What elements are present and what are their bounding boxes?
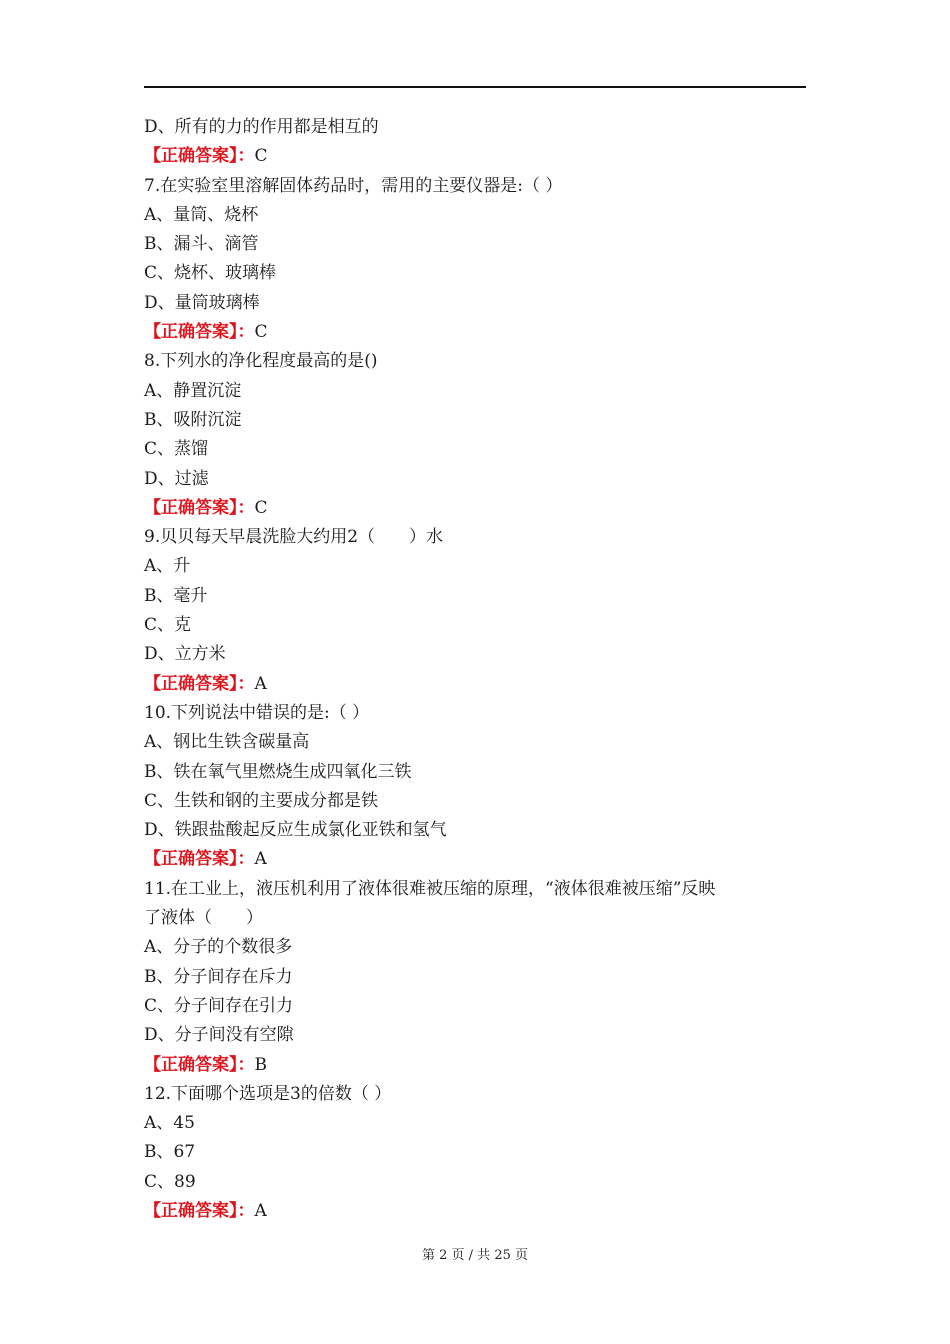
option-text: C、生铁和钢的主要成分都是铁 [144, 790, 379, 811]
answer-value: C [254, 497, 268, 518]
question-content [144, 113, 806, 1226]
option-text: B、67 [144, 1142, 196, 1163]
answer-value: A [254, 1200, 267, 1221]
answer-label: 【正确答案】： [144, 1200, 255, 1221]
option-text: D、量筒玻璃棒 [144, 292, 260, 313]
answer-line [144, 142, 806, 171]
question-text: 10.下列说法中错误的是:（ ） [144, 702, 370, 723]
answer-line [144, 670, 806, 699]
question-text-continued: 了液体（ ） [144, 908, 263, 929]
answer-line [144, 318, 806, 347]
option-text: B、铁在氧气里燃烧生成四氧化三铁 [144, 761, 412, 782]
option-text: A、分子的个数很多 [144, 937, 293, 958]
option-text: D、所有的力的作用都是相互的 [144, 117, 379, 137]
option-text: C、蒸馏 [144, 439, 209, 460]
question-text: 9.贝贝每天早晨洗脸大约用2（ ）水 [144, 527, 444, 548]
answer-label: 【正确答案】： [144, 849, 255, 870]
answer-line [144, 1197, 806, 1226]
answer-value: A [254, 849, 267, 870]
header-rule [144, 86, 806, 88]
option-text: C、烧杯、玻璃棒 [144, 263, 277, 284]
answer-label: 【正确答案】： [144, 673, 255, 694]
option-text: B、分子间存在斥力 [144, 966, 293, 987]
option-text: B、毫升 [144, 585, 208, 606]
option-text: A、钢比生铁含碳量高 [144, 732, 310, 753]
option-text: D、立方米 [144, 644, 226, 665]
answer-value: A [254, 673, 267, 694]
option-text: D、过滤 [144, 468, 209, 489]
option-text: C、克 [144, 615, 192, 636]
answer-label: 【正确答案】： [144, 322, 255, 343]
page-footer: 第 2 页 / 共 25 页 [422, 1248, 528, 1263]
option-text: D、分子间没有空隙 [144, 1025, 294, 1046]
option-text: C、89 [144, 1171, 196, 1192]
answer-label: 【正确答案】： [144, 497, 255, 518]
option-text: B、吸附沉淀 [144, 409, 242, 430]
answer-value: B [254, 1054, 267, 1075]
option-text: A、量筒、烧杯 [144, 204, 259, 225]
answer-value: C [254, 322, 268, 343]
answer-label: 【正确答案】： [144, 146, 255, 167]
answer-line [144, 845, 806, 874]
question-text: 8.下列水的净化程度最高的是() [144, 351, 378, 372]
answer-value: C [254, 146, 268, 167]
option-text: A、45 [144, 1113, 195, 1134]
option-text: A、静置沉淀 [144, 380, 242, 401]
question-text: 7.在实验室里溶解固体药品时，需用的主要仪器是:（ ） [144, 175, 563, 196]
option-text: C、分子间存在引力 [144, 995, 294, 1016]
option-text: A、升 [144, 556, 191, 577]
answer-line [144, 1051, 806, 1080]
question-text: 11.在工业上，液压机利用了液体很难被压缩的原理，“液体很难被压缩”反映 [144, 878, 716, 899]
option-text: B、漏斗、滴管 [144, 234, 259, 255]
question-text: 12.下面哪个选项是3的倍数（ ） [144, 1083, 392, 1104]
answer-line [144, 494, 806, 523]
option-text: D、铁跟盐酸起反应生成氯化亚铁和氢气 [144, 820, 447, 841]
answer-label: 【正确答案】： [144, 1054, 255, 1075]
